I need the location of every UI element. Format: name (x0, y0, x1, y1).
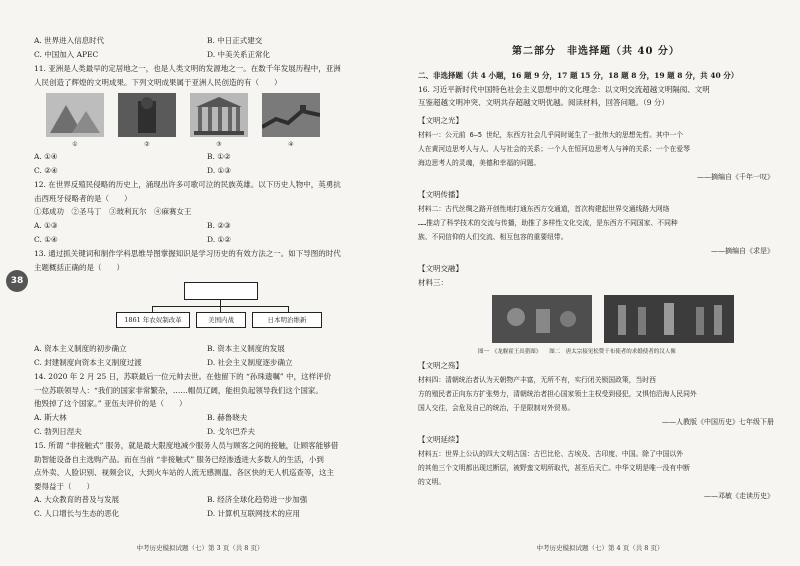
question-15-text: 要得益于（ ） (34, 481, 94, 491)
question-12-items: ①郑成功 ②圣马丁 ③玻利瓦尔 ④麻赛女王 (34, 207, 192, 217)
mind-map-branch: 日本明治维新 (252, 312, 322, 328)
painting-image (604, 295, 734, 343)
option-row (34, 425, 380, 439)
option-a: A. ①③ (34, 220, 58, 230)
option-d: D. 计算机互联网技术的应用 (207, 509, 301, 519)
option-b: B. 中日正式建交 (207, 36, 263, 45)
material-2-text: ……推动了科学技术的交流与传播，助推了多样性文化交流，是东西方不同国家、不同种 (418, 218, 678, 227)
option-b: B. 经济全球化趋势进一步加强 (207, 495, 308, 505)
mind-map-branch: 1861 年农奴制改革 (116, 312, 190, 328)
question-16-text: 互鉴超越文明冲突、文明共存超越文明优越。阅读材料，回答问题。（9 分） (418, 98, 669, 108)
option-d: D. ①② (207, 234, 231, 244)
option-row (34, 219, 380, 233)
option-row (34, 493, 380, 507)
question-15-text: 点外卖、人脸识别、视频会议，大到火车站的人流无感测温、各区快的无人机巡查等，这主 (34, 468, 334, 478)
material-3-images (492, 295, 774, 343)
option-b: B. ②③ (207, 220, 231, 230)
pyramids-image (46, 93, 104, 137)
option-a: A. 世界进入信息时代 (34, 36, 105, 45)
material-2-text: 材料二：古代丝绸之路开创性地打通东西方交通道，首次构建起世界交通线路大网络 (418, 204, 670, 213)
question-13-text: 13. 通过抓关键词和制作学科思维导图掌握知识是学习历史的有效方法之一。如下导图的时代 (34, 248, 341, 258)
question-11-text: 人民创造了辉煌的文明成果。下列文明成果属于亚洲人民创造的有（ ） (34, 77, 282, 87)
section-tag: 【文明之殇】 (418, 361, 463, 371)
question-12-text: 12. 在世界反殖民侵略的历史上，涌现出许多可歌可泣的民族英雄。以下历史人物中，英勇抗 (34, 180, 341, 190)
question-14-text: 一位苏联领导人：“我们的国家非常繁杂，……帽员辽阔，能担负起领导我们这个国家。 (34, 385, 323, 395)
material-1-text: 材料一：公元前 6—5 世纪，东西方社会几乎同时诞生了一批伟大的思想先哲。其中一个 (418, 130, 684, 139)
parthenon-image (190, 93, 248, 137)
material-5-text: 的文明。 (418, 478, 446, 487)
option-c: C. 封建制度向资本主义制度过渡 (34, 358, 142, 368)
great-wall-image (262, 93, 320, 137)
option-b: B. 赫鲁晓夫 (207, 412, 248, 422)
material-3-captions (478, 347, 774, 355)
section-tag: 【文明延续】 (418, 435, 463, 445)
page-footer: 中考历史模拟试题（七）第 4 页（共 8 页） (536, 544, 664, 552)
option-b: B. ①② (207, 152, 231, 162)
image-caption: 图二 唐太宗接见松赞干布使者的求婚使者的汉人像 (549, 349, 676, 356)
image-label: ① (72, 141, 78, 149)
right-page (400, 0, 800, 566)
section-tag: 【文明交融】 (418, 263, 463, 273)
option-row (34, 150, 380, 164)
option-row (34, 342, 380, 356)
option-row (34, 356, 380, 370)
mind-map-diagram (34, 282, 380, 334)
mind-map-root-box (184, 282, 258, 300)
question-13-text: 主题概括正确的是（ ） (34, 262, 124, 272)
section-tag: 【文明之光】 (418, 115, 463, 125)
material-4-text: 国人交往，会危及自己的统治，于是限制对外贸易。 (418, 404, 575, 413)
question-11-text: 11. 亚洲是人类最早的定居地之一，也是人类文明的发源地之一。在数千年发展历程中，亚洲 (34, 64, 341, 73)
option-a: A. 大众教育的普及与发展 (34, 495, 120, 505)
section-title: 第二部分 非选择题（共 40 分） (512, 46, 680, 57)
image-label: ② (144, 141, 150, 149)
option-row (34, 164, 380, 178)
question-15-text: 15. 所谓 “非接触式” 服务，就是最大限度地减少服务人员与顾客之间的接触，让顾客能够借 (34, 440, 339, 450)
material-4-text: 方的殖民者正向东方扩张势力，清朝统治者担心国家领土主权受到侵犯，又惧怕沿海人民同外 (418, 390, 697, 399)
question-heading: 二、非选择题（共 4 小题，16 题 9 分，17 题 15 分，18 题 8 分，19 题 8 分，共 40 分） (418, 71, 739, 80)
section-tag: 【文明传播】 (418, 189, 463, 199)
option-row (34, 507, 380, 521)
option-a: A. ①④ (34, 152, 58, 162)
page-number-badge: 38 (6, 270, 28, 292)
option-c: C. ②④ (34, 166, 58, 176)
material-5-text: 材料五：世界上公认的四大文明古国：古巴比伦、古埃及、古印度、中国。除了中国以外 (418, 450, 684, 459)
option-c: C. 中国加入 APEC (34, 50, 99, 59)
question-14-text: 14. 2020 年 2 月 25 日，苏联最后一位元帅去世。在他留下的 “孙珠遗嘱” 中，这样评价 (34, 372, 332, 382)
option-row (34, 34, 380, 48)
image-caption: 图一 《龙舰霍王出猎图》 (478, 349, 542, 356)
question-16-text: 16. 习近平新时代中国特色社会主义思想中的文化理念：以文明交流超越文明隔阂、文明 (418, 84, 710, 94)
relief-image (492, 295, 592, 343)
option-b: B. 资本主义制度的发展 (207, 344, 285, 354)
option-d: D. 社会主义制度逐步确立 (207, 358, 293, 368)
material-4-text: 材料四：清朝统治者认为天朝物产丰富，无所不有，实行闭关锁国政策，当时西 (418, 376, 656, 385)
option-row (34, 233, 380, 247)
source-citation: ——摘编自《千年一叹》 (697, 172, 774, 181)
option-row (34, 48, 380, 62)
option-a: A. 资本主义制度的初步确立 (34, 344, 127, 354)
mind-map-branch: 美国内战 (196, 312, 246, 328)
material-1-text: 海边思考人的灵魂，美德和幸福的问题。 (418, 158, 541, 167)
source-citation: ——人教版《中国历史》七年级下册 (662, 418, 774, 427)
image-label: ④ (288, 141, 294, 149)
material-1-text: 人在黄河边思考人与人、人与社会的关系；一个人在恒河边思考人与神的关系；一个在爱琴 (418, 144, 690, 153)
option-d: D. 中美关系正常化 (207, 50, 271, 59)
option-c: C. ①④ (34, 234, 58, 244)
page-footer: 中考历史模拟试题（七）第 3 页（共 8 页） (136, 544, 264, 552)
source-citation: ——邓敏《走读历史》 (704, 492, 774, 501)
option-c: C. 勃列日涅夫 (34, 426, 82, 436)
question-11-images (46, 93, 380, 137)
question-12-text: 击西班牙侵略者的是（ ） (34, 193, 132, 203)
question-14-text: 他毁掉了这个国家。” 亚伍夫评价的是（ ） (34, 399, 187, 409)
source-citation: ——摘编自《求是》 (711, 246, 774, 255)
option-d: D. 戈尔巴乔夫 (207, 426, 256, 436)
statue-image (118, 93, 176, 137)
material-2-text: 族、不同信仰的人们交流、相互包容的重要纽带。 (418, 232, 568, 241)
material-3-label: 材料三： (418, 277, 448, 287)
option-c: C. 人口增长与生态的恶化 (34, 509, 120, 519)
image-label: ③ (216, 141, 222, 149)
option-d: D. ①③ (207, 166, 231, 176)
material-5-text: 的其他三个文明都出现过断层，被野蛮文明所取代，甚至后天亡。中华文明是唯一没有中断 (418, 464, 690, 473)
question-15-text: 助智能设备自主选购产品。而在当前 “非接触式” 服务已经渗透进大多数人的生活，小到 (34, 454, 324, 464)
option-row (34, 411, 380, 425)
question-11-image-labels (46, 141, 380, 148)
option-a: A. 斯大林 (34, 412, 67, 422)
